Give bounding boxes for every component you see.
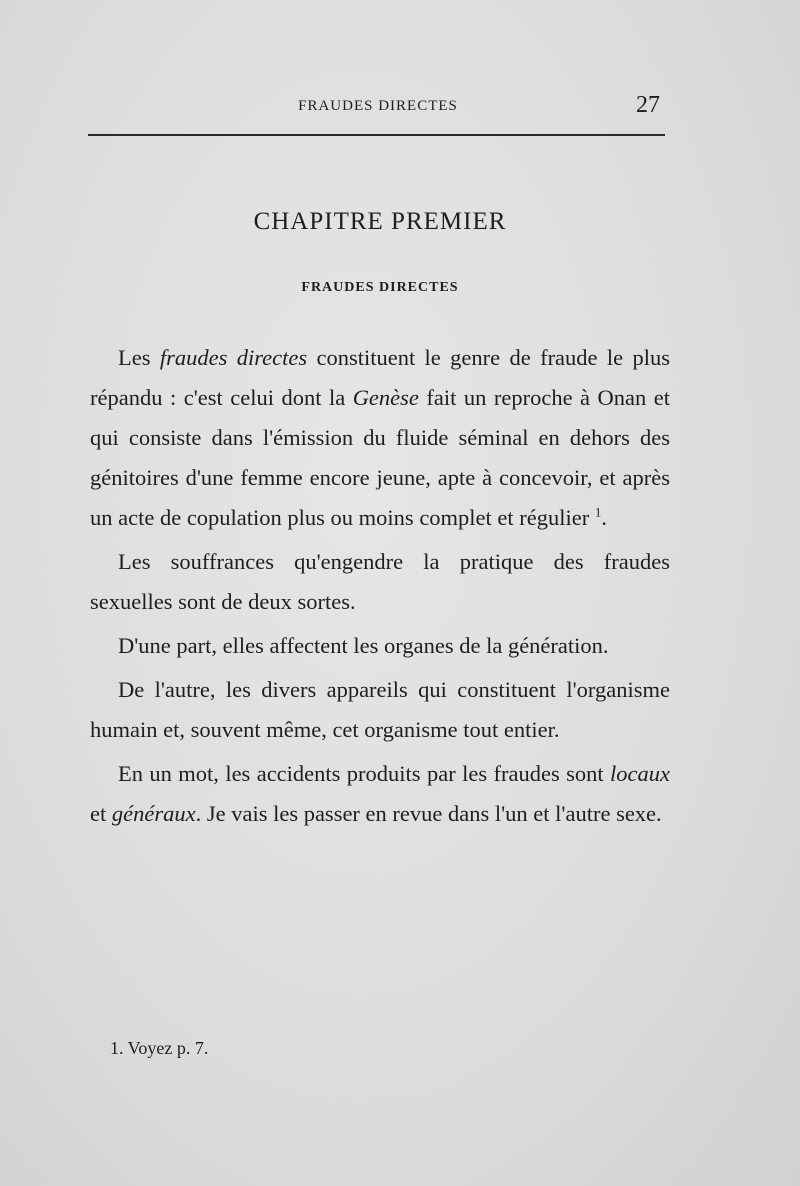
paragraph-2: Les souffrances qu'engendre la pratique des fraudes sexuelles sont de deux sortes. — [90, 549, 670, 614]
text-span: En un mot, les accidents produits par les fraudes sont — [118, 761, 611, 786]
text-span: fait un reproche à Onan et qui consiste dans l'émission du fluide séminal en dehors des génitoires d'une femme encore jeune, apte à concevoir, et après un acte de copulation plus ou moins complet et régulier — [90, 385, 671, 530]
header-rule — [88, 134, 665, 136]
text-span: et — [90, 801, 112, 826]
paragraph-1 — [90, 338, 670, 538]
page-number: 27 — [636, 92, 660, 118]
italic-term: fraudes directes — [159, 345, 308, 370]
body-text — [90, 338, 670, 838]
italic-term: Genèse — [352, 385, 419, 410]
italic-term: locaux — [610, 761, 670, 786]
text-span: . — [601, 505, 607, 530]
chapter-title: CHAPITRE PREMIER — [253, 208, 507, 235]
paragraph-3: D'une part, elles affectent les organes de la génération. — [118, 633, 609, 658]
text-span: Les — [118, 345, 160, 370]
footnote-marker: 1 — [594, 504, 602, 520]
footnote: 1. Voyez p. 7. — [110, 1038, 209, 1058]
running-head — [88, 92, 668, 122]
paragraph-5 — [90, 754, 670, 834]
paragraph-4: De l'autre, les divers appareils qui constituent l'organisme humain et, souvent même, cet organisme tout entier. — [90, 677, 670, 742]
text-span: . Je vais les passer en revue dans l'un et l'autre sexe. — [195, 801, 662, 826]
chapter-subtitle: FRAUDES DIRECTES — [301, 280, 459, 295]
running-title: FRAUDES DIRECTES — [298, 98, 458, 114]
text-span: constituent le genre de fraude le plus répandu : c'est celui dont la — [90, 345, 670, 410]
italic-term: généraux — [111, 801, 196, 826]
